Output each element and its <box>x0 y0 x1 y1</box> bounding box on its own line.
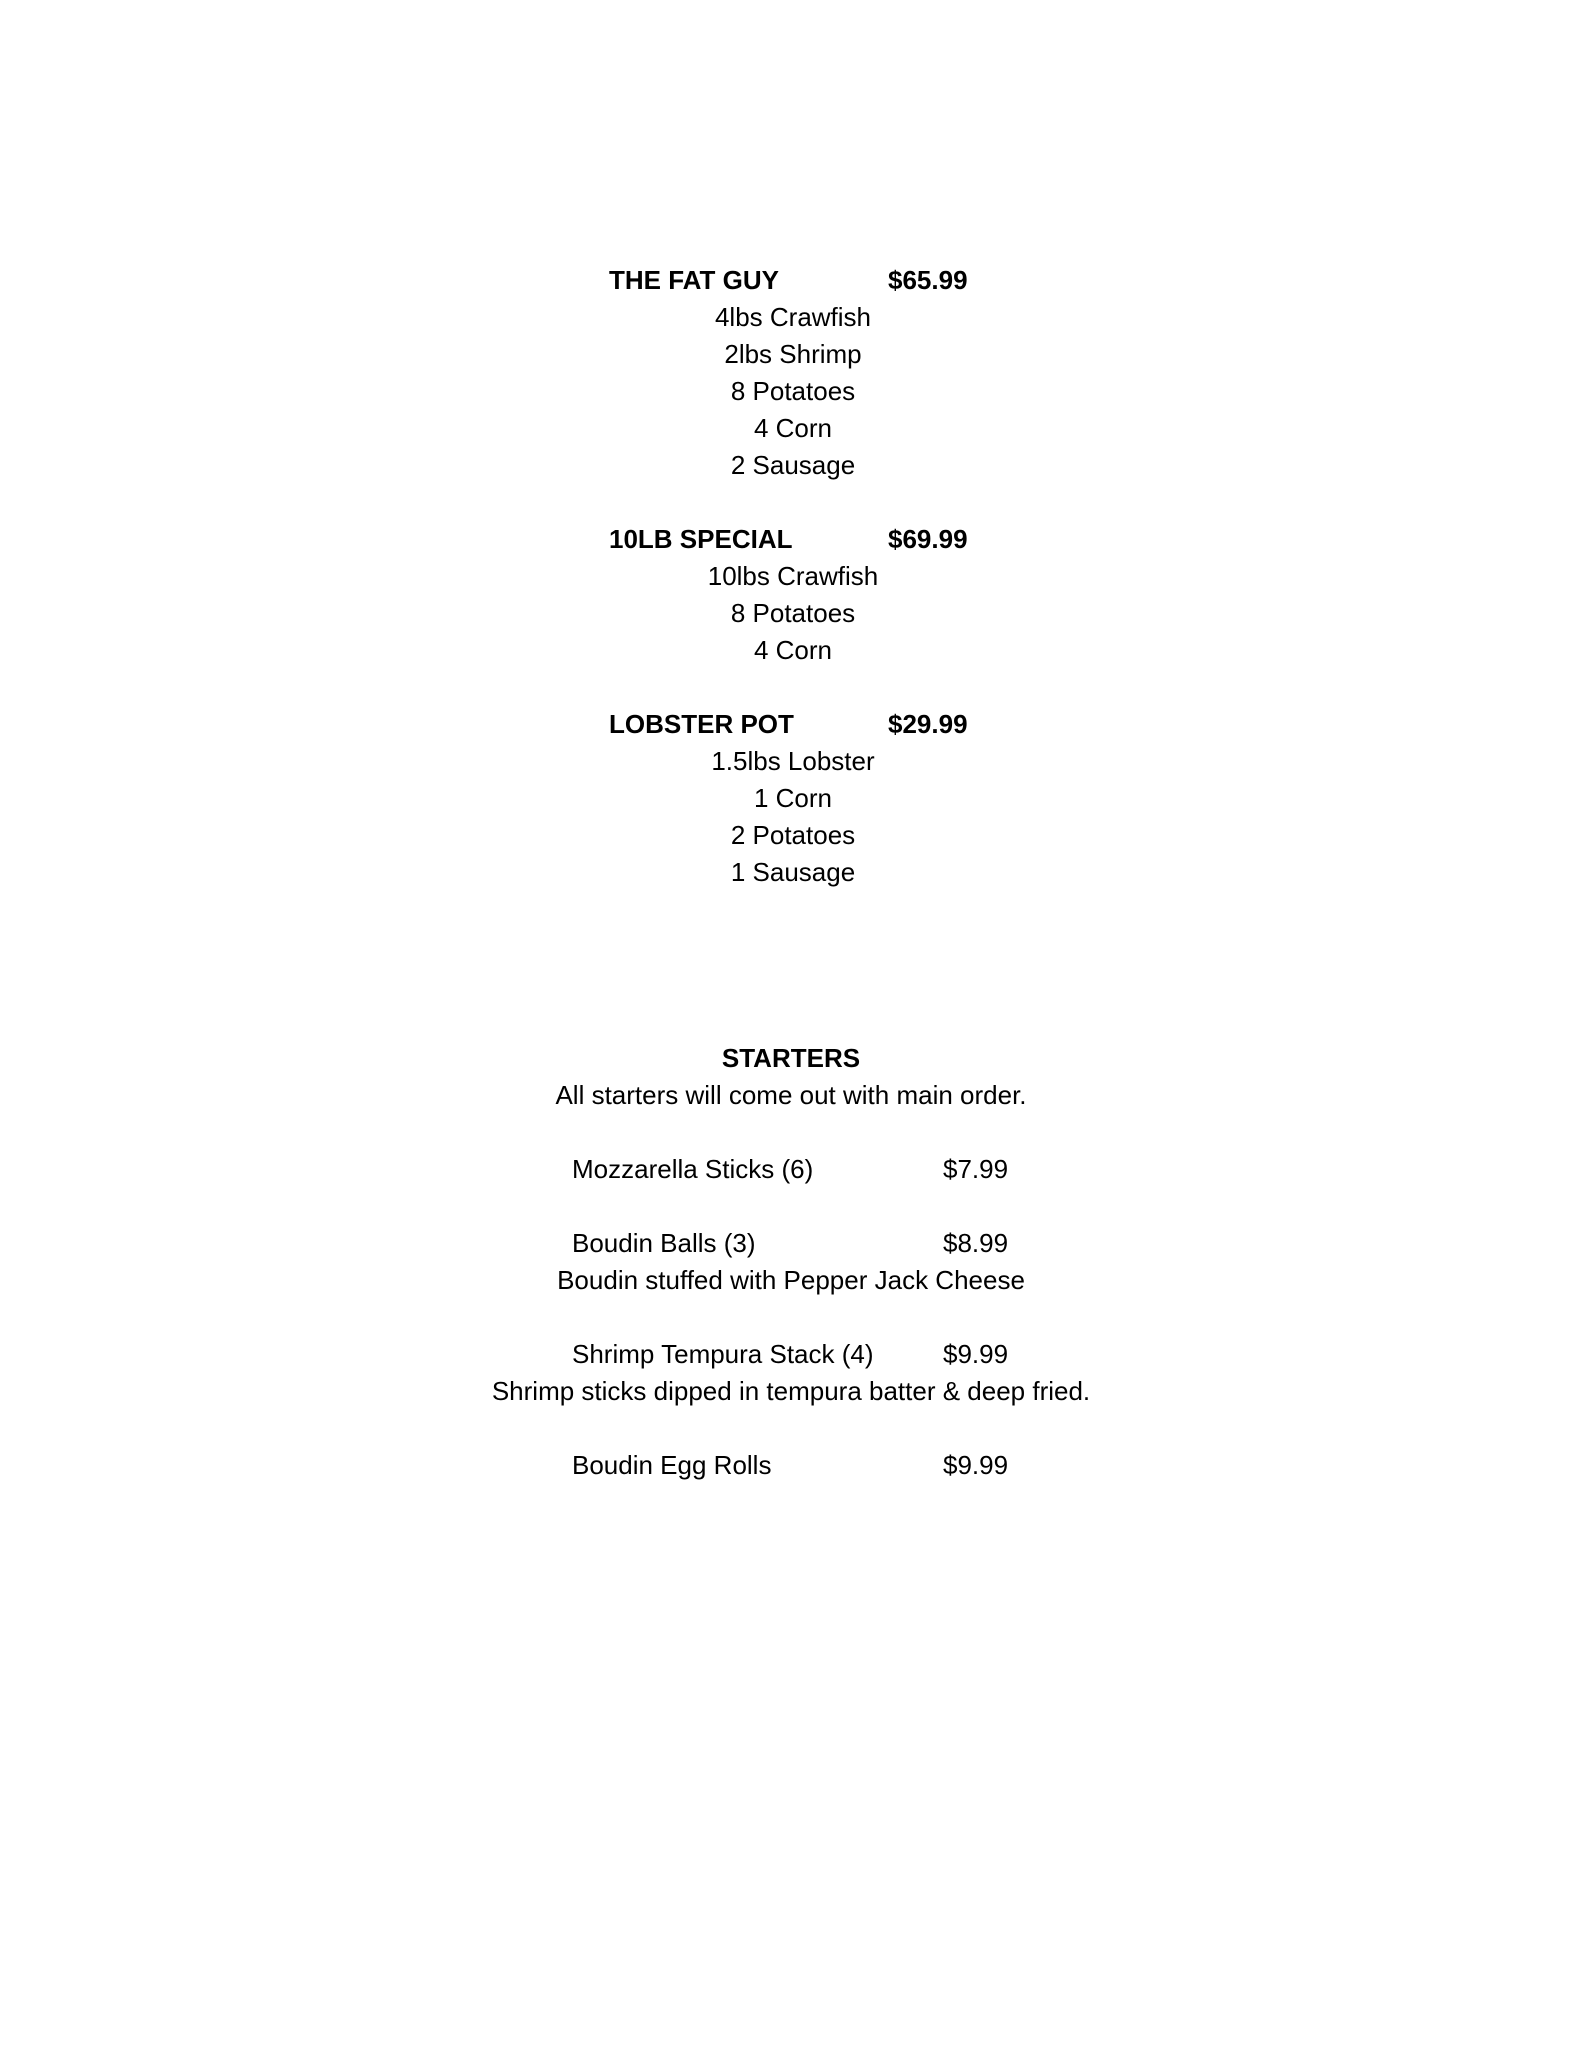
starter-description: Boudin stuffed with Pepper Jack Cheese <box>557 1265 1025 1295</box>
special-price: $29.99 <box>888 709 968 739</box>
special-item: 2 Sausage <box>730 450 856 480</box>
starter-item <box>0 1151 1582 1188</box>
starter-price: $9.99 <box>943 1450 1009 1480</box>
special-name: THE FAT GUY <box>609 265 779 295</box>
special-item: 1.5lbs Lobster <box>711 746 875 776</box>
starters-note: All starters will come out with main order. <box>555 1080 1027 1110</box>
special-header <box>0 521 1582 558</box>
starter-name: Boudin Balls (3) <box>572 1228 756 1258</box>
special-name: LOBSTER POT <box>609 709 794 739</box>
special-item: 1 Sausage <box>730 857 856 887</box>
special-header <box>0 706 1582 743</box>
starter-name: Boudin Egg Rolls <box>572 1450 772 1480</box>
special-header <box>0 262 1582 299</box>
special-the-fat-guy <box>0 262 1582 484</box>
starters-section <box>0 1040 1582 1114</box>
special-item: 1 Corn <box>753 783 833 813</box>
special-price: $69.99 <box>888 524 968 554</box>
starter-price: $7.99 <box>943 1154 1009 1184</box>
starter-name: Mozzarella Sticks (6) <box>572 1154 814 1184</box>
special-item: 2lbs Shrimp <box>724 339 862 369</box>
starter-description: Shrimp sticks dipped in tempura batter & deep fried. <box>491 1376 1091 1406</box>
special-item: 4lbs Crawfish <box>714 302 872 332</box>
special-lobster-pot <box>0 706 1582 891</box>
starter-item <box>0 1336 1582 1410</box>
starter-name: Shrimp Tempura Stack (4) <box>572 1339 874 1369</box>
special-item: 8 Potatoes <box>730 598 856 628</box>
special-item: 4 Corn <box>753 413 833 443</box>
special-item: 4 Corn <box>753 635 833 665</box>
starter-price: $8.99 <box>943 1228 1009 1258</box>
starter-item <box>0 1225 1582 1299</box>
special-10lb-special <box>0 521 1582 669</box>
starters-title: STARTERS <box>721 1043 861 1073</box>
special-name: 10LB SPECIAL <box>609 524 793 554</box>
starter-price: $9.99 <box>943 1339 1009 1369</box>
starter-item <box>0 1447 1582 1484</box>
special-item: 2 Potatoes <box>730 820 856 850</box>
special-price: $65.99 <box>888 265 968 295</box>
special-item: 8 Potatoes <box>730 376 856 406</box>
special-item: 10lbs Crawfish <box>707 561 879 591</box>
